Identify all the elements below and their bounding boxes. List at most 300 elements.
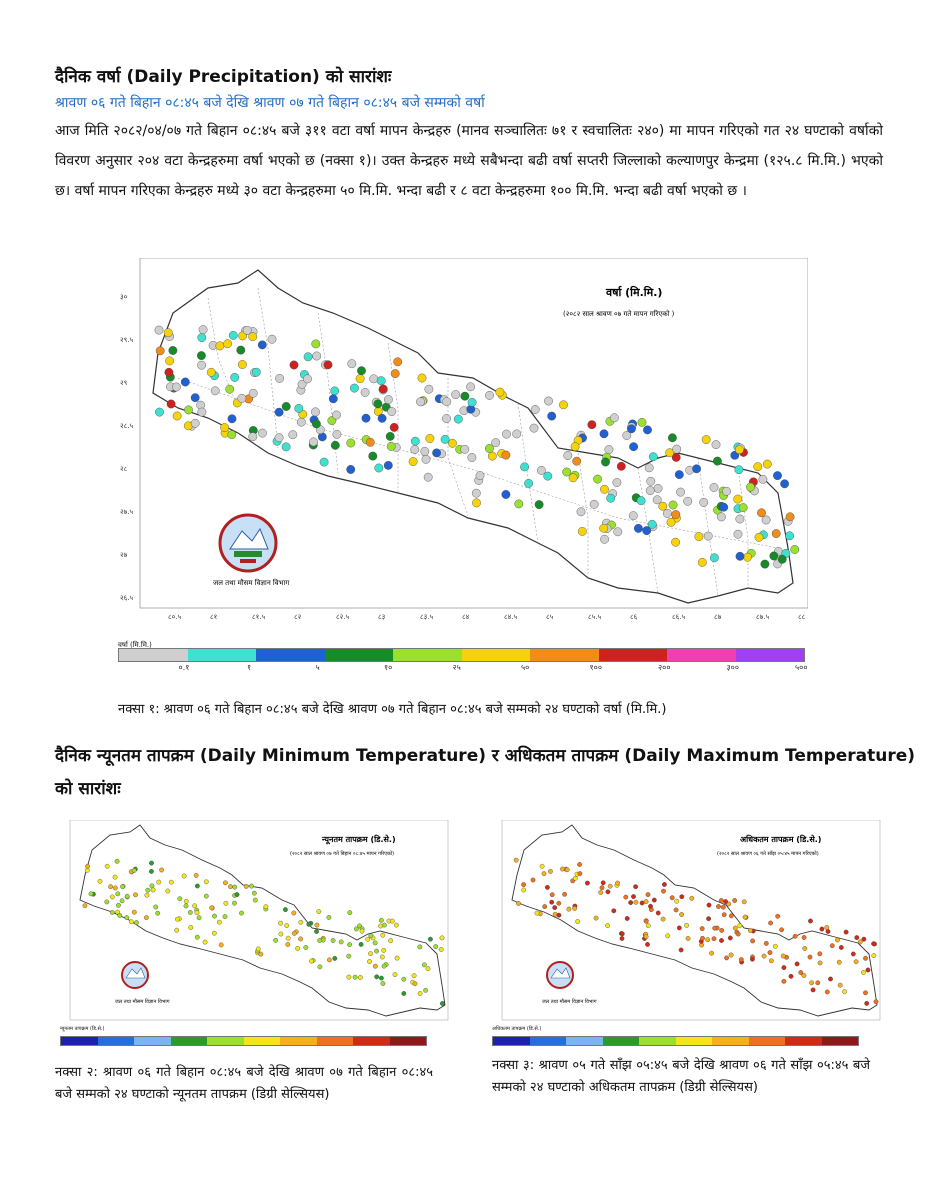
precip-legend-swatch-8	[667, 649, 736, 661]
station-dot	[204, 880, 208, 884]
station-dot	[292, 931, 296, 935]
station-dot	[194, 873, 198, 877]
station-dot	[719, 898, 723, 902]
station-dot	[129, 920, 133, 924]
station-dot	[644, 935, 648, 939]
station-dot	[866, 968, 870, 972]
station-dot	[259, 952, 263, 956]
station-dot	[441, 435, 449, 443]
station-dot	[116, 903, 120, 907]
map1-xtick-9: ८५	[546, 613, 554, 621]
station-dot	[394, 923, 398, 927]
precip-legend-swatch-9	[736, 649, 805, 661]
station-dot	[195, 935, 199, 939]
station-dot	[309, 438, 317, 446]
station-dot	[416, 398, 424, 406]
station-dot	[116, 892, 120, 896]
station-dot	[238, 360, 246, 368]
station-dot	[667, 518, 675, 526]
station-dot	[729, 914, 733, 918]
station-dot	[311, 408, 319, 416]
station-dot	[155, 326, 163, 334]
station-dot	[652, 898, 656, 902]
station-dot	[818, 961, 822, 965]
station-dot	[629, 900, 633, 904]
station-dot	[224, 901, 228, 905]
station-dot	[418, 945, 422, 949]
station-dot	[297, 418, 305, 426]
station-dot	[278, 921, 282, 925]
station-dot	[668, 434, 676, 442]
station-dot	[390, 919, 394, 923]
station-dot	[320, 458, 328, 466]
station-dot	[577, 508, 585, 516]
station-dot	[722, 487, 730, 495]
station-dot	[612, 909, 616, 913]
station-dot	[443, 398, 451, 406]
precip-legend-swatch-3	[325, 649, 394, 661]
station-dot	[713, 457, 721, 465]
govt-emblem-3	[547, 962, 573, 988]
station-dot	[614, 528, 622, 536]
map1-xtick-12: ८६.५	[672, 613, 686, 621]
station-dot	[110, 895, 114, 899]
station-dot	[331, 387, 339, 395]
station-dot	[728, 936, 732, 940]
station-dot	[384, 395, 392, 403]
station-dot	[395, 956, 399, 960]
station-dot	[620, 932, 624, 936]
station-dot	[839, 945, 843, 949]
station-dot	[166, 357, 174, 365]
station-dot	[842, 990, 846, 994]
station-dot	[656, 911, 660, 915]
station-dot	[742, 900, 746, 904]
station-dot	[374, 949, 378, 953]
station-dot	[723, 899, 727, 903]
min-temp-legend-bar	[60, 1036, 427, 1046]
precip-legend-swatch-0	[119, 649, 188, 661]
station-dot	[710, 483, 718, 491]
station-dot	[826, 929, 830, 933]
station-dot	[369, 452, 377, 460]
station-dot	[207, 368, 215, 376]
station-dot	[646, 892, 650, 896]
station-dot	[315, 923, 319, 927]
precipitation-map	[118, 258, 808, 626]
precip-legend-tick-2: ५	[315, 663, 320, 672]
station-dot	[175, 917, 179, 921]
station-dot	[172, 383, 180, 391]
precip-legend-tick-1: १	[247, 663, 252, 672]
station-dot	[366, 438, 374, 446]
station-dot	[333, 956, 337, 960]
station-dot	[559, 401, 567, 409]
station-dot	[426, 966, 430, 970]
min-temp-legend-swatch-4	[207, 1037, 244, 1045]
station-dot	[216, 342, 224, 350]
station-dot	[521, 882, 525, 886]
station-dot	[485, 444, 493, 452]
station-dot	[375, 975, 379, 979]
station-dot	[156, 911, 160, 915]
station-dot	[695, 532, 703, 540]
station-dot	[249, 884, 253, 888]
station-dot	[424, 473, 432, 481]
station-dot	[347, 954, 351, 958]
station-dot	[608, 884, 612, 888]
station-dot	[830, 944, 834, 948]
station-dot	[488, 452, 496, 460]
station-dot	[210, 906, 214, 910]
station-dot	[577, 862, 581, 866]
station-dot	[422, 963, 426, 967]
station-dot	[671, 538, 679, 546]
map1-ytick-1: २९.५	[120, 336, 134, 344]
map1-xtick-10: ८५.५	[588, 613, 602, 621]
map1-title: वर्षा (मि.मि.)	[606, 286, 663, 299]
station-dot	[502, 490, 510, 498]
station-dot	[644, 899, 648, 903]
station-dot	[700, 498, 708, 506]
station-dot	[145, 893, 149, 897]
station-dot	[600, 430, 608, 438]
station-dot	[492, 438, 500, 446]
precip-legend-tick-4: २५	[452, 663, 461, 672]
station-dot	[169, 880, 173, 884]
station-dot	[772, 529, 780, 537]
station-dot	[402, 991, 406, 995]
station-dot	[382, 923, 386, 927]
station-dot	[601, 881, 605, 885]
station-dot	[736, 552, 744, 560]
max-temp-legend-swatch-7	[749, 1037, 786, 1045]
station-dot	[593, 475, 601, 483]
station-dot	[347, 439, 355, 447]
station-dot	[515, 500, 523, 508]
precip-legend-tick-8: ३००	[726, 663, 739, 672]
map1-xtick-0: ८०.५	[168, 613, 182, 621]
station-dot	[472, 499, 480, 507]
station-dot	[633, 885, 637, 889]
station-dot	[820, 927, 824, 931]
station-dot	[347, 975, 351, 979]
station-dot	[750, 957, 754, 961]
station-dot	[422, 455, 430, 463]
station-dot	[360, 929, 364, 933]
station-dot	[312, 340, 320, 348]
station-dot	[808, 919, 812, 923]
station-dot	[778, 555, 786, 563]
station-dot	[373, 941, 377, 945]
station-dot	[184, 904, 188, 908]
station-dot	[706, 938, 710, 942]
max-temp-legend-swatch-4	[639, 1037, 676, 1045]
precip-legend-tick-3: १०	[384, 663, 393, 672]
station-dot	[299, 920, 303, 924]
station-dot	[773, 471, 781, 479]
station-dot	[634, 524, 642, 532]
station-dot	[151, 888, 155, 892]
station-dot	[719, 938, 723, 942]
station-dot	[237, 346, 245, 354]
station-dot	[625, 916, 629, 920]
station-dot	[544, 472, 552, 480]
min-temp-legend-swatch-2	[134, 1037, 171, 1045]
station-dot	[327, 958, 331, 962]
station-dot	[195, 911, 199, 915]
station-dot	[228, 431, 236, 439]
station-dot	[394, 358, 402, 366]
station-dot	[232, 901, 236, 905]
precip-legend-swatch-4	[393, 649, 462, 661]
station-dot	[738, 924, 742, 928]
station-dot	[716, 904, 720, 908]
station-dot	[184, 406, 192, 414]
station-dot	[125, 915, 129, 919]
station-dot	[677, 926, 681, 930]
station-dot	[825, 990, 829, 994]
station-dot	[382, 964, 386, 968]
station-dot	[729, 953, 733, 957]
station-dot	[670, 896, 674, 900]
map1-xtick-11: ८६	[630, 613, 638, 621]
section1-subtitle: श्रावण ०६ गते बिहान ०८:४५ बजे देखि श्रावण ०७ गते बिहान ०८:४५ बजे सम्मको वर्षा	[55, 95, 485, 111]
govt-emblem-2	[122, 962, 148, 988]
station-dot	[590, 500, 598, 508]
station-dot	[149, 861, 153, 865]
station-dot	[648, 520, 656, 528]
station-dot	[238, 394, 246, 402]
station-dot	[757, 509, 765, 517]
station-dot	[662, 882, 666, 886]
station-dot	[156, 347, 164, 355]
station-dot	[646, 924, 650, 928]
station-dot	[388, 939, 392, 943]
station-dot	[789, 974, 793, 978]
station-dot	[468, 453, 476, 461]
station-dot	[332, 411, 340, 419]
station-dot	[164, 329, 172, 337]
station-dot	[378, 924, 382, 928]
station-dot	[249, 389, 257, 397]
station-dot	[648, 904, 652, 908]
station-dot	[384, 461, 392, 469]
station-dot	[258, 341, 266, 349]
precip-legend-tick-7: २००	[658, 663, 671, 672]
station-dot	[327, 915, 331, 919]
station-dot	[692, 465, 700, 473]
section1-title: दैनिक वर्षा (Daily Precipitation) को सारांशः	[55, 67, 392, 87]
station-dot	[606, 890, 610, 894]
station-dot	[825, 925, 829, 929]
station-dot	[638, 418, 646, 426]
station-dot	[466, 383, 474, 391]
station-dot	[155, 408, 163, 416]
station-dot	[268, 335, 276, 343]
station-dot	[348, 360, 356, 368]
station-dot	[191, 419, 199, 427]
station-dot	[329, 395, 337, 403]
station-dot	[600, 535, 608, 543]
station-dot	[816, 981, 820, 985]
map1-ytick-3: २८.५	[120, 422, 134, 430]
station-dot	[304, 945, 308, 949]
station-dot	[317, 909, 321, 913]
precip-legend-tick-6: १००	[589, 663, 602, 672]
station-dot	[212, 931, 216, 935]
station-dot	[520, 463, 528, 471]
station-dot	[627, 425, 635, 433]
station-dot	[197, 916, 201, 920]
station-dot	[531, 405, 539, 413]
station-dot	[673, 445, 681, 453]
station-dot	[348, 910, 352, 914]
station-dot	[361, 388, 369, 396]
station-dot	[366, 937, 370, 941]
map3-agency: जल तथा मौसम विज्ञान विभाग	[542, 999, 597, 1005]
station-dot	[540, 864, 544, 868]
station-dot	[768, 950, 772, 954]
station-dot	[674, 908, 678, 912]
station-dot	[516, 901, 520, 905]
station-dot	[496, 388, 504, 396]
station-dot	[440, 936, 444, 940]
station-dot	[735, 466, 743, 474]
station-dot	[239, 911, 243, 915]
station-dot	[690, 896, 694, 900]
station-dot	[369, 934, 373, 938]
station-dot	[368, 951, 372, 955]
station-dot	[461, 392, 469, 400]
station-dot	[381, 933, 385, 937]
station-dot	[573, 876, 577, 880]
station-dot	[735, 446, 743, 454]
station-dot	[707, 903, 711, 907]
station-dot	[553, 905, 557, 909]
station-dot	[292, 911, 296, 915]
station-dot	[704, 532, 712, 540]
station-dot	[748, 928, 752, 932]
station-dot	[762, 516, 770, 524]
station-dot	[750, 939, 754, 943]
station-dot	[391, 369, 399, 377]
station-dot	[700, 936, 704, 940]
station-dot	[739, 503, 747, 511]
station-dot	[761, 560, 769, 568]
station-dot	[624, 895, 628, 899]
map1-ytick-0: ३०	[120, 293, 128, 301]
station-dot	[472, 489, 480, 497]
station-dot	[217, 920, 221, 924]
station-dot	[223, 340, 231, 348]
station-dot	[282, 402, 290, 410]
map3-title: अधिकतम तापक्रम (डि.से.)	[740, 835, 822, 844]
station-dot	[861, 970, 865, 974]
station-dot	[402, 977, 406, 981]
map1-xtick-2: ८१.५	[252, 613, 266, 621]
station-dot	[736, 515, 744, 523]
station-dot	[282, 443, 290, 451]
map1-xtick-5: ८३	[378, 613, 386, 621]
station-dot	[762, 954, 766, 958]
station-dot	[542, 871, 546, 875]
station-dot	[440, 1001, 444, 1005]
map2-subtitle: (२०८२ साल श्रावण ०७ गते बिहान ०८:४५ मापन गरिएको)	[290, 851, 395, 857]
station-dot	[680, 895, 684, 899]
station-dot	[522, 888, 526, 892]
caption-map3: नक्सा ३: श्रावण ०५ गते साँझ ०५:४५ बजे देखि श्रावण ०६ गते साँझ ०५:४५ बजे सम्मको २४ घण्टाको अधिकतम तापक्रम (डिग्री सेल्सियस)	[492, 1058, 870, 1095]
station-dot	[318, 965, 322, 969]
station-dot	[607, 494, 615, 502]
station-dot	[646, 486, 654, 494]
map1-xtick-7: ८४	[462, 613, 470, 621]
station-dot	[743, 553, 751, 561]
station-dot	[514, 858, 518, 862]
station-dot	[304, 353, 312, 361]
station-dot	[755, 533, 763, 541]
station-dot	[324, 361, 332, 369]
station-dot	[448, 439, 456, 447]
station-dot	[712, 440, 720, 448]
max-legend-title: अधिकतम तापक्रम (डि.से.)	[492, 1026, 542, 1032]
station-dot	[378, 414, 386, 422]
station-dot	[357, 367, 365, 375]
station-dot	[219, 943, 223, 947]
station-dot	[452, 390, 460, 398]
station-dot	[275, 374, 283, 382]
station-dot	[228, 884, 232, 888]
station-dot	[786, 513, 794, 521]
station-dot	[229, 331, 237, 339]
station-dot	[605, 923, 609, 927]
station-dot	[644, 919, 648, 923]
station-dot	[289, 431, 297, 439]
station-dot	[367, 959, 371, 963]
station-dot	[629, 443, 637, 451]
station-dot	[560, 867, 564, 871]
station-dot	[659, 502, 667, 510]
station-dot	[601, 458, 609, 466]
station-dot	[647, 477, 655, 485]
station-dot	[244, 884, 248, 888]
station-dot	[89, 892, 93, 896]
station-dot	[562, 892, 566, 896]
station-dot	[390, 423, 398, 431]
station-dot	[388, 407, 396, 415]
map1-xtick-3: ८२	[294, 613, 302, 621]
station-dot	[594, 916, 598, 920]
station-dot	[872, 953, 876, 957]
precip-legend-swatch-6	[530, 649, 599, 661]
station-dot	[855, 935, 859, 939]
station-dot	[231, 373, 239, 381]
station-dot	[717, 513, 725, 521]
station-dot	[228, 415, 236, 423]
station-dot	[85, 868, 89, 872]
station-dot	[105, 864, 109, 868]
station-dot	[189, 925, 193, 929]
station-dot	[791, 545, 799, 553]
max-temp-legend-swatch-3	[603, 1037, 640, 1045]
max-temp-legend-swatch-2	[566, 1037, 603, 1045]
station-dot	[290, 361, 298, 369]
station-dot	[530, 424, 538, 432]
station-dot	[264, 905, 268, 909]
station-dot	[313, 352, 321, 360]
station-dot	[182, 874, 186, 878]
station-dot	[381, 981, 385, 985]
